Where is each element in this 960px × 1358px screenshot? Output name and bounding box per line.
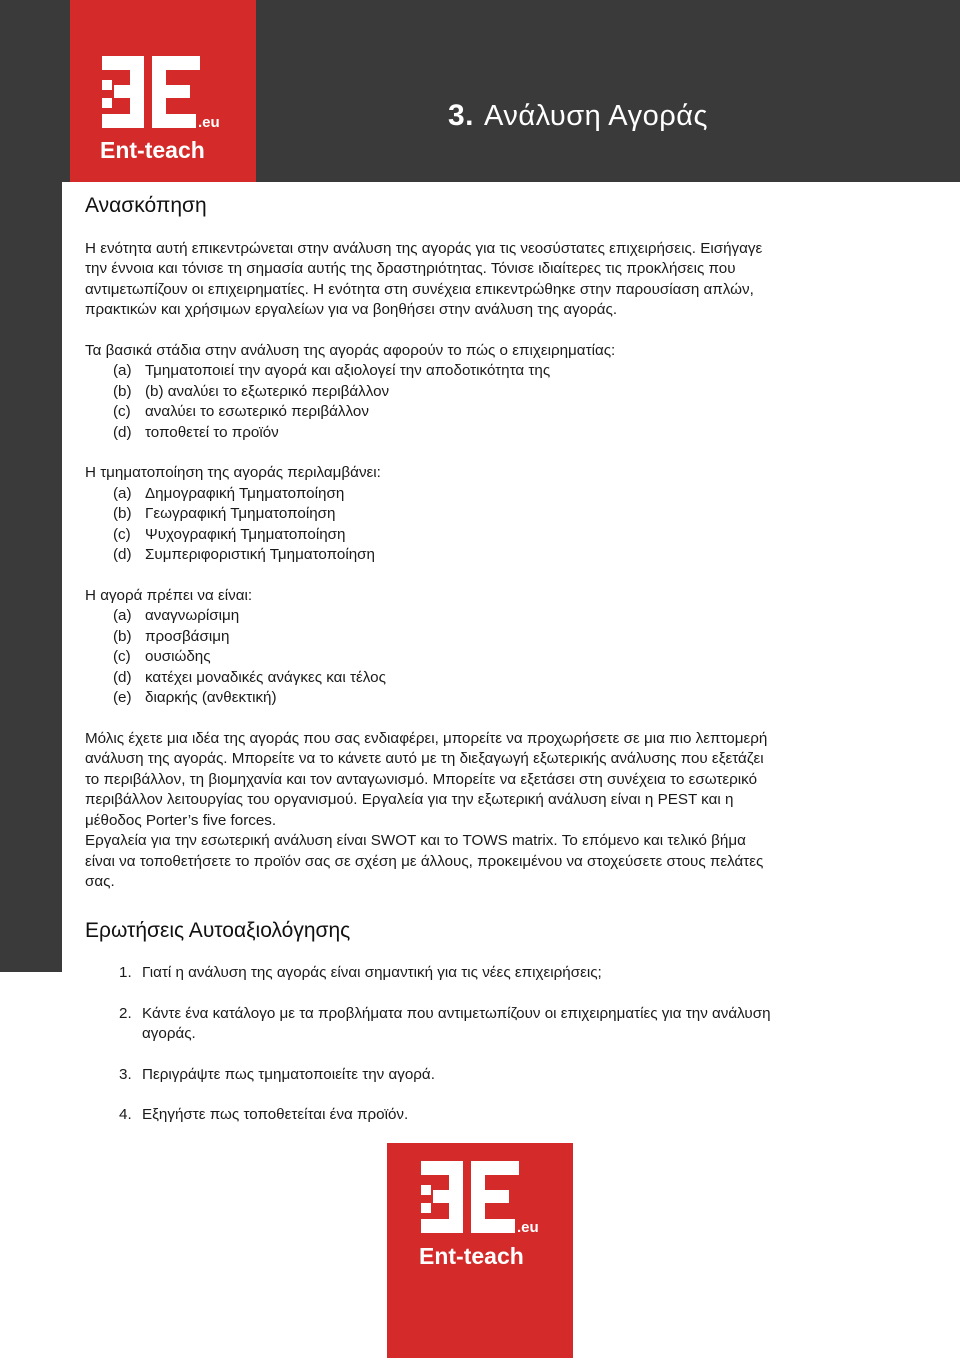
list-item: (c) αναλύει το εσωτερικό περιβάλλον bbox=[113, 403, 369, 420]
text-line: αντιμετωπίζουν οι επιχειρηματίες. Η ενότητα στη συνέχεια επικεντρώθηκε στην παρουσίαση απλών, bbox=[85, 280, 754, 298]
list-item: (b) Γεωγραφική Τμηματοποίηση bbox=[113, 505, 336, 522]
text-line: περιβάλλον λειτουργίας του οργανισμού. Εργαλεία για την εξωτερική ανάλυση είναι η PEST και η bbox=[85, 791, 734, 808]
market-intro: Η αγορά πρέπει να είναι: bbox=[85, 586, 253, 604]
text-line: την έννοια και τόνισε τη σημασία αυτής της δραστηριότητας. Τόνισε ιδιαίτερες τις προκλήσεις που bbox=[85, 260, 736, 277]
list-item: (b) (b) αναλύει το εξωτερικό περιβάλλον bbox=[113, 382, 390, 400]
segmentation-intro: Η τμηματοποίηση της αγοράς περιλαμβάνει: bbox=[85, 464, 381, 481]
list-item: (e) διαρκής (ανθεκτική) bbox=[113, 689, 277, 706]
question-item: 3. Περιγράψτε πως τμηματοποιείτε την αγορά. bbox=[119, 1065, 435, 1083]
main-content bbox=[85, 196, 890, 1146]
list-item: (d) τοποθετεί το προϊόν bbox=[113, 423, 279, 441]
segmentation-list bbox=[85, 484, 890, 566]
list-item: (c) ουσιώδης bbox=[113, 648, 211, 665]
overview-heading: Ανασκόπηση bbox=[85, 194, 207, 217]
question-item: 1. Γιατί η ανάλυση της αγοράς είναι σημαντική για τις νέες επιχειρήσεις; bbox=[119, 964, 602, 981]
question-item: 4. Εξηγήστε πως τοποθετείται ένα προϊόν. bbox=[119, 1106, 409, 1123]
list-item: (c) Ψυχογραφική Τμηματοποίηση bbox=[113, 525, 346, 543]
text-line: ανάλυση της αγοράς. Μπορείτε να το κάνετε αυτό με τη διεξαγωγή εξωτερικής ανάλυσης που εξετάζει bbox=[85, 750, 764, 767]
stages-list bbox=[85, 361, 890, 443]
overview-paragraph bbox=[85, 239, 890, 321]
section-title-text: Ανάλυση Αγοράς bbox=[484, 99, 708, 132]
text-line: σας. bbox=[85, 873, 115, 890]
section-title bbox=[448, 96, 708, 136]
question-item: 2. Κάντε ένα κατάλογο με τα προβλήματα που αντιμετωπίζουν οι επιχειρηματίες για την ανάλυση αγοράς. bbox=[119, 1004, 771, 1042]
stages-intro: Τα βασικά στάδια στην ανάλυση της αγοράς αφορούν το πώς ο επιχειρηματίας: bbox=[85, 341, 616, 359]
list-item: (b) προσβάσιμη bbox=[113, 627, 230, 645]
text-line: Εργαλεία για την εσωτερική ανάλυση είναι SWOT και το TOWS matrix. Το επόμενο και τελικό βήμα bbox=[85, 832, 746, 849]
header-logo bbox=[70, 0, 256, 182]
list-item: (a) Τμηματοποιεί την αγορά και αξιολογεί την αποδοτικότητα της bbox=[113, 362, 551, 379]
text-line: μέθοδος Porter’s five forces. bbox=[85, 811, 277, 829]
list-item: (a) αναγνωρίσιμη bbox=[113, 607, 240, 624]
questions-list bbox=[85, 963, 890, 1126]
market-list bbox=[85, 606, 890, 709]
text-line: Η ενότητα αυτή επικεντρώνεται στην ανάλυση της αγοράς για τις νεοσύστατες επιχειρήσεις. Εισήγαγε bbox=[85, 239, 763, 257]
left-stripe bbox=[0, 182, 62, 972]
list-item: (d) Συμπεριφοριστική Τμηματοποίηση bbox=[113, 546, 376, 563]
footer-logo bbox=[387, 1143, 573, 1358]
svg-text:Ent-teach: Ent-teach bbox=[100, 137, 205, 163]
svg-text:Ent-teach: Ent-teach bbox=[419, 1243, 524, 1269]
ent-teach-logo-icon bbox=[387, 1143, 573, 1358]
svg-text:.eu: .eu bbox=[198, 114, 220, 131]
text-line: πρακτικών και χρήσιμων εργαλείων για να βοηθήσει στην ανάλυση της αγοράς. bbox=[85, 301, 618, 318]
ent-teach-logo-icon bbox=[70, 0, 256, 182]
list-item: (a) Δημογραφική Τμηματοποίηση bbox=[113, 484, 345, 502]
svg-text:.eu: .eu bbox=[517, 1219, 539, 1236]
text-line: είναι να τοποθετήσετε το προϊόν σας σε σχέση με άλλους, προκειμένου να στοχεύσετε στους πελάτες bbox=[85, 852, 764, 870]
text-line: το περιβάλλον, τη βιομηχανία και τον ανταγωνισμό. Μπορείτε να εξετάσει στη συνέχεια το εσωτερικό bbox=[85, 770, 758, 788]
questions-heading: Ερωτήσεις Αυτοαξιολόγησης bbox=[85, 918, 351, 942]
text-line: Μόλις έχετε μια ιδέα της αγοράς που σας ενδιαφέρει, μπορείτε να προχωρήσετε σε μια πιο λεπτομερή bbox=[85, 729, 768, 747]
section-number: 3. bbox=[448, 99, 475, 132]
closing-paragraph bbox=[85, 729, 890, 893]
list-item: (d) κατέχει μοναδικές ανάγκες και τέλος bbox=[113, 668, 386, 686]
